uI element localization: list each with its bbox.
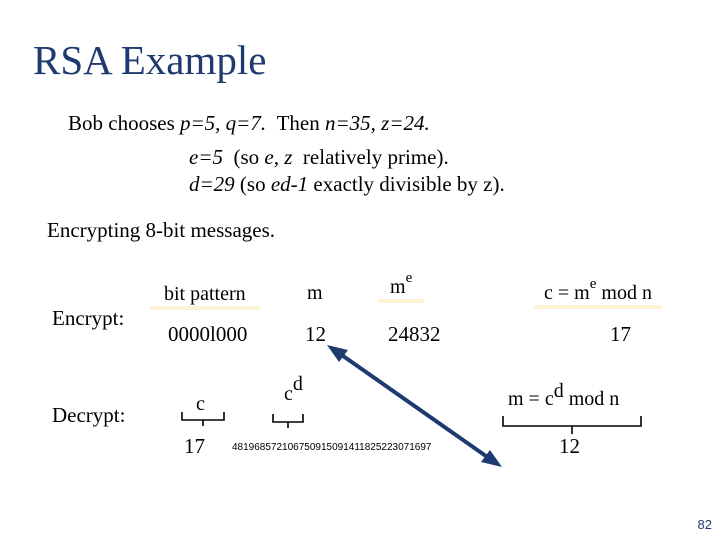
header-m-e-exp: e — [405, 270, 413, 286]
m-formula-mod: mod n — [563, 388, 620, 410]
intro-text: exactly divisible by z). — [313, 172, 505, 196]
value-m-e: 24832 — [388, 322, 441, 346]
decrypt-label: Decrypt: — [52, 403, 126, 427]
value-decrypt-c: 17 — [184, 434, 205, 458]
value-m: 12 — [305, 322, 326, 346]
intro-text: Bob chooses — [68, 111, 175, 135]
c-formula-base: c = m — [544, 282, 590, 304]
c-formula-mod: mod n — [596, 282, 652, 304]
encrypting-label: Encrypting 8-bit messages. — [47, 218, 276, 242]
intro-vars: n=35, z=24. — [325, 111, 430, 135]
encrypt-label: Encrypt: — [52, 306, 125, 330]
header-c: c — [196, 393, 205, 415]
intro-text: (so — [239, 172, 266, 196]
intro-text: (so — [233, 145, 260, 169]
intro-vars: e, z — [264, 145, 293, 169]
slide-number: 82 — [697, 517, 712, 532]
header-bit-pattern: bit pattern — [150, 283, 260, 310]
value-c-d: 481968572106750915091411825223071697 — [232, 442, 432, 453]
header-c-d-exp: d — [292, 373, 303, 395]
intro-text: Then — [276, 111, 320, 135]
brace-m-formula — [503, 416, 641, 434]
arrow-double-headed — [327, 345, 502, 467]
header-m: m — [307, 282, 323, 304]
c-formula-exp: e — [589, 276, 597, 292]
slide-title: RSA Example — [33, 37, 267, 83]
value-decrypt-m: 12 — [559, 434, 580, 458]
brace-c — [182, 412, 224, 426]
header-m-e-base: m — [390, 276, 406, 298]
brace-c-d — [273, 414, 303, 428]
m-formula-base: m = c — [508, 388, 554, 410]
intro-vars: ed-1 — [270, 172, 309, 196]
value-c: 17 — [610, 322, 631, 346]
m-formula-exp: d — [553, 380, 564, 402]
intro-vars: d=29 — [189, 172, 235, 196]
intro-text: relatively prime). — [302, 145, 449, 169]
intro-vars: e=5 — [189, 145, 223, 169]
value-bit-pattern: 0000l000 — [168, 322, 248, 346]
header-c-d-base: c — [284, 383, 293, 405]
intro-vars: p=5, q=7. — [180, 111, 267, 135]
